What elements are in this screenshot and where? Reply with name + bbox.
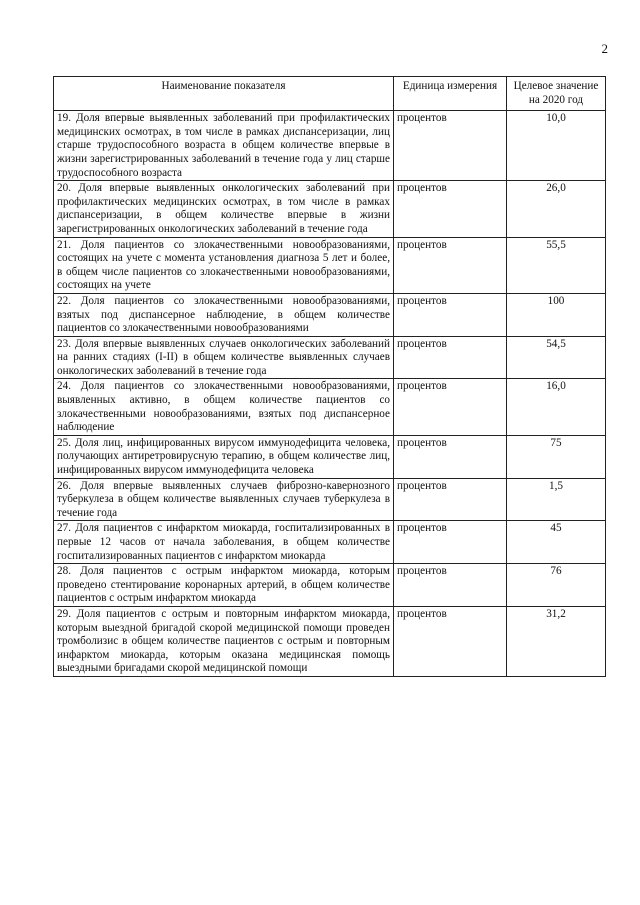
unit-cell: процентов (394, 293, 507, 336)
target-value-cell: 100 (507, 293, 606, 336)
unit-cell: процентов (394, 478, 507, 521)
unit-cell: процентов (394, 379, 507, 435)
page-number: 2 (601, 41, 608, 56)
indicator-name-cell (54, 521, 394, 564)
unit-cell: процентов (394, 181, 507, 237)
indicator-name: 19. Доля впервые выявленных заболеваний при профилактических медицинских осмотрах, в том числе в рамках диспансеризации, лиц старше трудоспособного возраста в общем количестве впервые в жизни зарегистрированных заболеваний в течение года у лиц старше трудоспособного возраста (57, 112, 390, 179)
indicator-name: 29. Доля пациентов с острым и повторным инфарктом миокарда, которым выездной бригадой скорой медицинской помощи проведен тромболизис в общем количестве пациентов с острым и повторным инфарктом миокарда, которым оказана медицинская помощь выездными бригадами скорой медицинской помощи (57, 607, 390, 675)
table-row (54, 237, 606, 293)
table-row (54, 606, 606, 676)
indicator-name-cell (54, 564, 394, 607)
indicator-name: 23. Доля впервые выявленных случаев онкологических заболеваний на ранних стадиях (I-II) в общем количестве выявленных случаев онкологических заболеваний в течение года (57, 337, 390, 377)
target-value-cell: 54,5 (507, 336, 606, 379)
unit-cell: процентов (394, 435, 507, 478)
target-value-cell: 26,0 (507, 181, 606, 237)
indicator-name: 22. Доля пациентов со злокачественными новообразованиями, взятых под диспансерное наблюдение, в общем количестве пациентов со злокачественными новообразованиями (57, 294, 390, 335)
table-row (54, 293, 606, 336)
table-row (54, 478, 606, 521)
header-target-value: Целевое значение на 2020 год (507, 77, 606, 111)
unit-cell: процентов (394, 564, 507, 607)
indicator-name-cell (54, 379, 394, 435)
table-row (54, 564, 606, 607)
target-value-cell: 31,2 (507, 606, 606, 676)
target-value-cell: 45 (507, 521, 606, 564)
table-row (54, 379, 606, 435)
unit-cell: процентов (394, 336, 507, 379)
target-value-cell: 16,0 (507, 379, 606, 435)
indicator-name: 20. Доля впервые выявленных онкологических заболеваний при профилактических медицинских осмотрах, в том числе в рамках диспансеризации, в общем количестве впервые в жизни зарегистрированных онкологических заболеваний в течение года (57, 182, 390, 235)
indicator-name-cell (54, 478, 394, 521)
indicator-name: 27. Доля пациентов с инфарктом миокарда, госпитализированных в первые 12 часов от начала заболевания, в общем количестве госпитализированных пациентов с инфарктом миокарда (57, 522, 390, 562)
indicators-table (53, 76, 606, 677)
indicator-name-cell (54, 606, 394, 676)
indicator-name-cell (54, 336, 394, 379)
table-row (54, 181, 606, 237)
indicator-name-cell (54, 435, 394, 478)
target-value-cell: 76 (507, 564, 606, 607)
unit-cell: процентов (394, 111, 507, 181)
table-header-row (54, 77, 606, 111)
indicator-name: 21. Доля пациентов со злокачественными новообразованиями, состоящих на учете с момента установления диагноза 5 лет и более, в общем числе пациентов со злокачественными новообразованиями, состоящих на учете (57, 238, 390, 292)
indicator-name-cell (54, 293, 394, 336)
target-value-cell: 55,5 (507, 237, 606, 293)
table-row (54, 336, 606, 379)
header-indicator-name: Наименование показателя (54, 77, 394, 111)
table-row (54, 521, 606, 564)
indicator-name: 26. Доля впервые выявленных случаев фиброзно-кавернозного туберкулеза в общем количестве выявленных случаев туберкулеза в течение года (57, 479, 390, 519)
indicator-name: 24. Доля пациентов со злокачественными новообразованиями, выявленных активно, в общем количестве пациентов со злокачественными новообразованиями, взятых под диспансерное наблюдение (57, 380, 390, 434)
header-unit: Единица измерения (394, 77, 507, 111)
indicator-name-cell (54, 181, 394, 237)
target-value-cell: 75 (507, 435, 606, 478)
indicator-name-cell (54, 237, 394, 293)
unit-cell: процентов (394, 606, 507, 676)
table-row (54, 435, 606, 478)
table-row (54, 111, 606, 181)
indicator-name: 25. Доля лиц, инфицированных вирусом иммунодефицита человека, получающих антиретровирусную терапию, в общем количестве лиц, инфицированных вирусом иммунодефицита человека (57, 436, 390, 477)
target-value-cell: 10,0 (507, 111, 606, 181)
unit-cell: процентов (394, 521, 507, 564)
indicator-name-cell (54, 111, 394, 181)
unit-cell: процентов (394, 237, 507, 293)
target-value-cell: 1,5 (507, 478, 606, 521)
indicator-name: 28. Доля пациентов с острым инфарктом миокарда, которым проведено стентирование коронарных артерий, в общем количестве пациентов с острым инфарктом миокарда (57, 565, 390, 605)
